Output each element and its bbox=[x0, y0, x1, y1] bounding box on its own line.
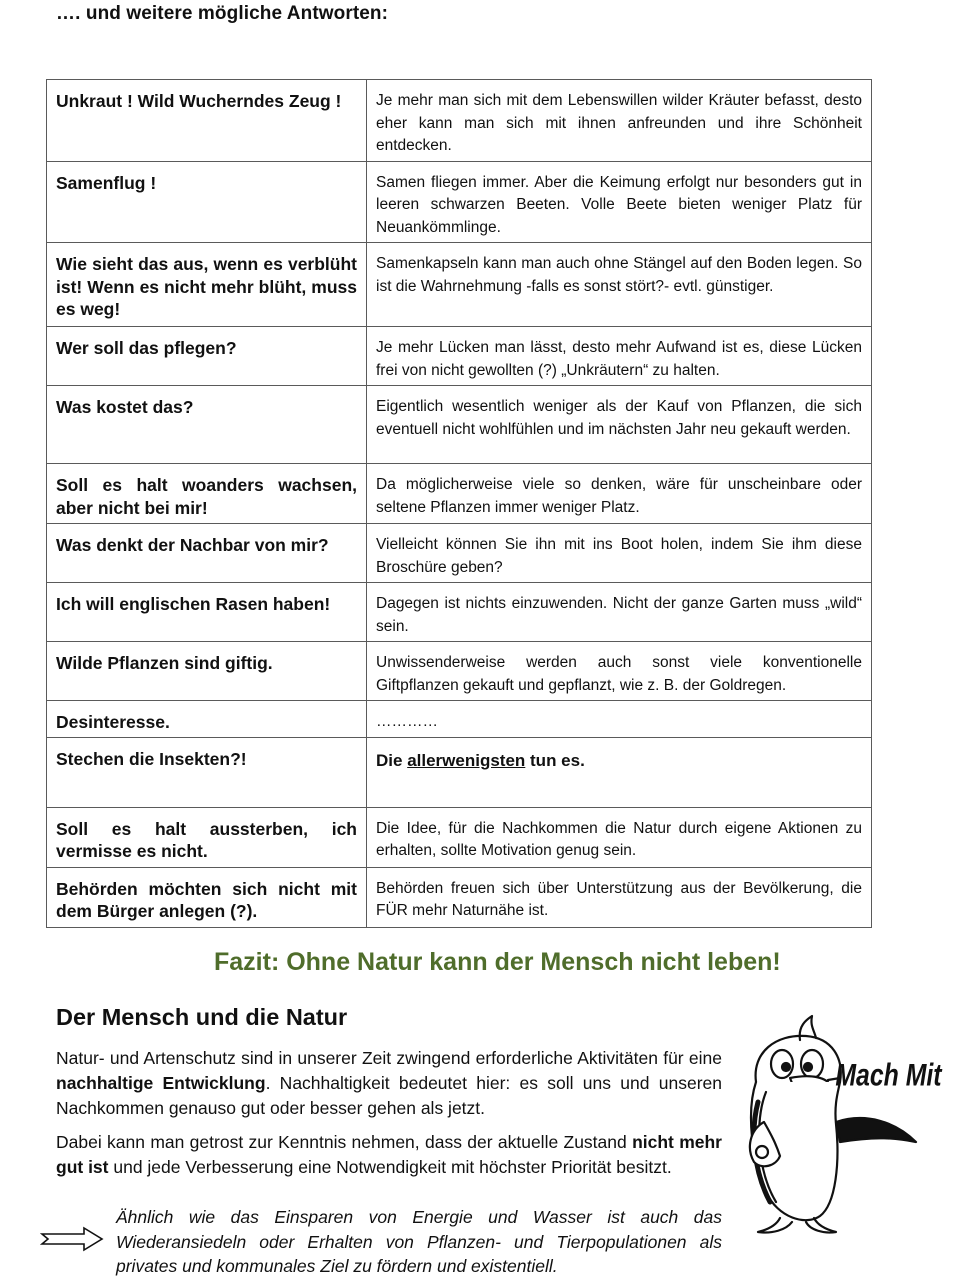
paragraph-text: Natur- und Artenschutz sind in unserer Zeit zwingend erforderliche Aktivitäten für eine bbox=[56, 1048, 722, 1068]
penguin-mascot-icon bbox=[736, 1012, 948, 1240]
question-cell: Ich will englischen Rasen haben! bbox=[47, 583, 367, 642]
paragraph-bold-text: nachhaltige Entwicklung bbox=[56, 1073, 266, 1093]
table-row bbox=[47, 464, 872, 524]
answer-cell: ………… bbox=[367, 701, 872, 738]
answer-cell: Samen fliegen immer. Aber die Keimung erfolgt nur besonders gut in leeren schwarzen Beeten. Volle Beete bieten weniger Platz für Neuankömmlinge. bbox=[367, 161, 872, 243]
question-cell: Wer soll das pflegen? bbox=[47, 327, 367, 386]
table-row bbox=[47, 642, 872, 701]
italic-note: Ähnlich wie das Einsparen von Energie und Wasser ist auch das Wiederansiedeln oder Erhalten von Pflanzen- und Tierpopulationen als privates und kommunales Ziel zu fördern und existentiell. bbox=[116, 1207, 722, 1276]
answer-cell: Vielleicht können Sie ihn mit ins Boot holen, indem Sie ihm diese Broschüre geben? bbox=[367, 524, 872, 583]
answer-cell: Je mehr man sich mit dem Lebenswillen wilder Kräuter befasst, desto eher kann man sich mit ihnen anfreunden und ihre Schönheit entdecken. bbox=[367, 80, 872, 162]
question-cell: Stechen die Insekten?! bbox=[47, 737, 367, 807]
page-heading: …. und weitere mögliche Antworten: bbox=[56, 3, 389, 24]
table-row bbox=[47, 583, 872, 642]
question-cell: Soll es halt aussterben, ich vermisse es nicht. bbox=[47, 807, 367, 867]
table-row bbox=[47, 80, 872, 162]
table-row bbox=[47, 386, 872, 464]
answer-cell bbox=[367, 737, 872, 807]
table-row bbox=[47, 243, 872, 327]
answer-text-end: tun es. bbox=[525, 750, 585, 770]
question-cell: Soll es halt woanders wachsen, aber nicht bei mir! bbox=[47, 464, 367, 524]
table-row bbox=[47, 327, 872, 386]
table-row bbox=[47, 737, 872, 807]
table-row bbox=[47, 867, 872, 927]
answers-table bbox=[46, 79, 872, 928]
table-row bbox=[47, 161, 872, 243]
answer-cell: Da möglicherweise viele so denken, wäre für unscheinbare oder seltene Pflanzen immer weniger Platz. bbox=[367, 464, 872, 524]
answer-cell: Die Idee, für die Nachkommen die Natur durch eigene Aktionen zu erhalten, sollte Motivation genug sein. bbox=[367, 807, 872, 867]
question-cell: Was kostet das? bbox=[47, 386, 367, 464]
paragraph-1 bbox=[56, 1046, 722, 1121]
paragraph-text: Dabei kann man getrost zur Kenntnis nehmen, dass der aktuelle Zustand bbox=[56, 1132, 633, 1152]
answer-cell: Samenkapseln kann man auch ohne Stängel auf den Boden legen. So ist die Wahrnehmung -falls es sonst stört?- evtl. günstiger. bbox=[367, 243, 872, 327]
mascot-label: Mach Mit bbox=[835, 1057, 942, 1093]
answer-cell: Je mehr Lücken man lässt, desto mehr Aufwand ist es, diese Lücken frei von nicht gewollten (?) „Unkräutern“ zu halten. bbox=[367, 327, 872, 386]
table-row bbox=[47, 524, 872, 583]
table-row bbox=[47, 701, 872, 738]
question-cell: Samenflug ! bbox=[47, 161, 367, 243]
paragraph-bold-text: nicht mehr gut ist bbox=[56, 1132, 722, 1177]
question-cell: Behörden möchten sich nicht mit dem Bürger anlegen (?). bbox=[47, 867, 367, 927]
question-cell: Was denkt der Nachbar von mir? bbox=[47, 524, 367, 583]
answer-cell: Behörden freuen sich über Unterstützung aus der Bevölkerung, die FÜR mehr Naturnähe ist. bbox=[367, 867, 872, 927]
paragraph-text: . Nachhaltigkeit bedeutet hier: es soll uns und unseren Nachkommen genauso gut oder besser gehen als jetzt. bbox=[56, 1073, 722, 1118]
question-cell: Unkraut ! Wild Wucherndes Zeug ! bbox=[47, 80, 367, 162]
question-cell: Wie sieht das aus, wenn es verblüht ist! Wenn es nicht mehr blüht, muss es weg! bbox=[47, 243, 367, 327]
section-title: Der Mensch und die Natur bbox=[56, 1004, 348, 1030]
paragraph-text: und jede Verbesserung eine Notwendigkeit mit höchster Priorität besitzt. bbox=[108, 1157, 672, 1177]
question-cell: Wilde Pflanzen sind giftig. bbox=[47, 642, 367, 701]
answer-cell: Dagegen ist nichts einzuwenden. Nicht der ganze Garten muss „wild“ sein. bbox=[367, 583, 872, 642]
paragraph-2 bbox=[56, 1130, 722, 1180]
right-arrow-icon bbox=[40, 1226, 104, 1252]
answer-underlined-word: allerwenigsten bbox=[407, 750, 526, 770]
answer-cell: Eigentlich wesentlich weniger als der Kauf von Pflanzen, die sich eventuell nicht wohlfühlen und im nächsten Jahr neu gekauft werden. bbox=[367, 386, 872, 464]
answer-text-start: Die bbox=[376, 750, 408, 770]
fazit-heading: Fazit: Ohne Natur kann der Mensch nicht leben! bbox=[214, 948, 781, 976]
answer-cell: Unwissenderweise werden auch sonst viele konventionelle Giftpflanzen gekauft und gepflanzt, wie z. B. der Goldregen. bbox=[367, 642, 872, 701]
question-cell: Desinteresse. bbox=[47, 701, 367, 738]
table-row bbox=[47, 807, 872, 867]
